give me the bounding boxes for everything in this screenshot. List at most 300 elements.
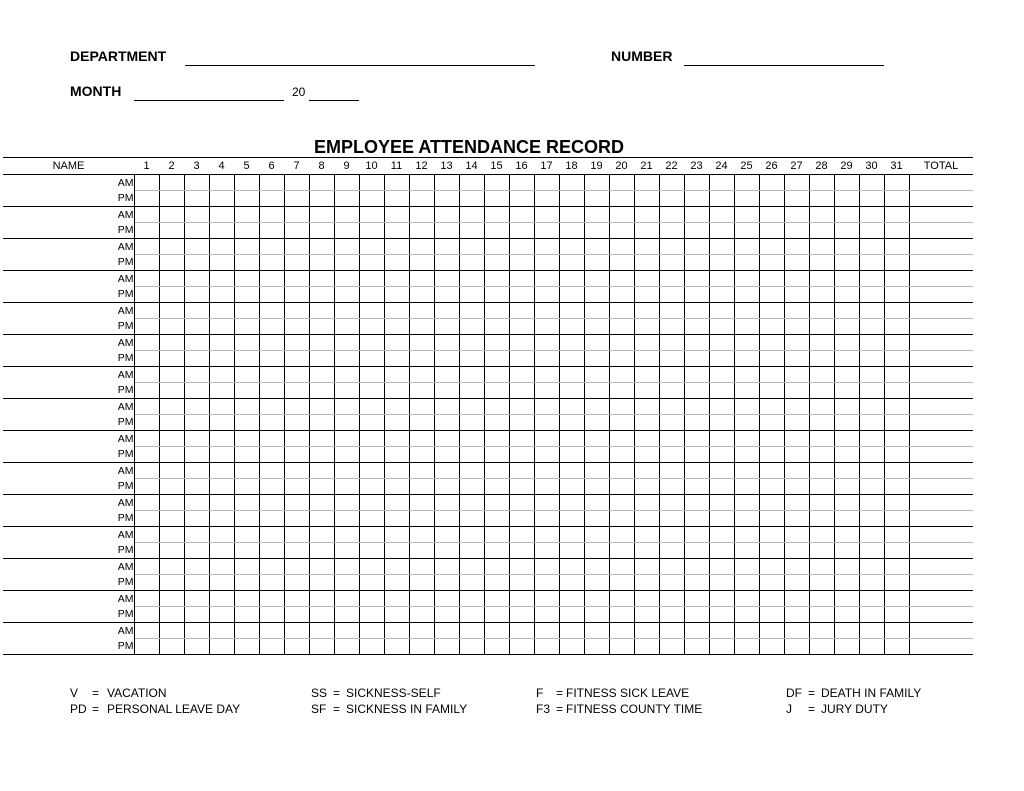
attendance-cell[interactable] — [734, 527, 759, 543]
attendance-cell[interactable] — [859, 191, 884, 207]
attendance-cell[interactable] — [209, 479, 234, 495]
attendance-cell[interactable] — [209, 239, 234, 255]
attendance-cell[interactable] — [734, 255, 759, 271]
attendance-cell[interactable] — [584, 319, 609, 335]
attendance-cell[interactable] — [284, 319, 309, 335]
attendance-cell[interactable] — [334, 479, 359, 495]
attendance-cell[interactable] — [684, 559, 709, 575]
attendance-cell[interactable] — [709, 367, 734, 383]
attendance-cell[interactable] — [609, 559, 634, 575]
attendance-cell[interactable] — [609, 527, 634, 543]
attendance-cell[interactable] — [259, 415, 284, 431]
attendance-cell[interactable] — [734, 431, 759, 447]
attendance-cell[interactable] — [359, 575, 384, 591]
attendance-cell[interactable] — [359, 271, 384, 287]
attendance-cell[interactable] — [234, 207, 259, 223]
attendance-cell[interactable] — [459, 255, 484, 271]
attendance-cell[interactable] — [209, 543, 234, 559]
attendance-cell[interactable] — [384, 607, 409, 623]
attendance-cell[interactable] — [484, 527, 509, 543]
attendance-cell[interactable] — [759, 511, 784, 527]
attendance-cell[interactable] — [559, 623, 584, 639]
attendance-cell[interactable] — [309, 367, 334, 383]
attendance-cell[interactable] — [709, 319, 734, 335]
attendance-cell[interactable] — [434, 335, 459, 351]
attendance-cell[interactable] — [609, 447, 634, 463]
attendance-cell[interactable] — [809, 639, 834, 655]
attendance-cell[interactable] — [834, 239, 859, 255]
total-cell[interactable] — [909, 271, 973, 287]
attendance-cell[interactable] — [284, 639, 309, 655]
attendance-cell[interactable] — [534, 607, 559, 623]
attendance-cell[interactable] — [509, 303, 534, 319]
attendance-cell[interactable] — [684, 639, 709, 655]
attendance-cell[interactable] — [159, 463, 184, 479]
attendance-cell[interactable] — [734, 303, 759, 319]
attendance-cell[interactable] — [884, 239, 909, 255]
attendance-cell[interactable] — [459, 511, 484, 527]
attendance-cell[interactable] — [834, 207, 859, 223]
attendance-cell[interactable] — [434, 431, 459, 447]
attendance-cell[interactable] — [634, 431, 659, 447]
attendance-cell[interactable] — [509, 623, 534, 639]
attendance-cell[interactable] — [784, 303, 809, 319]
attendance-cell[interactable] — [159, 383, 184, 399]
attendance-cell[interactable] — [834, 495, 859, 511]
attendance-cell[interactable] — [409, 591, 434, 607]
attendance-cell[interactable] — [484, 431, 509, 447]
total-cell[interactable] — [909, 607, 973, 623]
attendance-cell[interactable] — [659, 239, 684, 255]
attendance-cell[interactable] — [184, 559, 209, 575]
attendance-cell[interactable] — [234, 463, 259, 479]
attendance-cell[interactable] — [884, 223, 909, 239]
attendance-cell[interactable] — [759, 447, 784, 463]
attendance-cell[interactable] — [709, 623, 734, 639]
attendance-cell[interactable] — [484, 495, 509, 511]
attendance-cell[interactable] — [884, 607, 909, 623]
attendance-cell[interactable] — [734, 175, 759, 191]
attendance-cell[interactable] — [834, 527, 859, 543]
attendance-cell[interactable] — [209, 399, 234, 415]
attendance-cell[interactable] — [859, 223, 884, 239]
attendance-cell[interactable] — [609, 399, 634, 415]
attendance-cell[interactable] — [259, 479, 284, 495]
attendance-cell[interactable] — [259, 255, 284, 271]
attendance-cell[interactable] — [234, 607, 259, 623]
attendance-cell[interactable] — [384, 239, 409, 255]
attendance-cell[interactable] — [184, 255, 209, 271]
total-cell[interactable] — [909, 495, 973, 511]
attendance-cell[interactable] — [209, 335, 234, 351]
total-cell[interactable] — [909, 559, 973, 575]
attendance-cell[interactable] — [259, 543, 284, 559]
attendance-cell[interactable] — [559, 591, 584, 607]
total-cell[interactable] — [909, 527, 973, 543]
attendance-cell[interactable] — [284, 207, 309, 223]
attendance-cell[interactable] — [409, 623, 434, 639]
attendance-cell[interactable] — [634, 303, 659, 319]
attendance-cell[interactable] — [759, 367, 784, 383]
attendance-cell[interactable] — [659, 175, 684, 191]
attendance-cell[interactable] — [859, 623, 884, 639]
attendance-cell[interactable] — [209, 207, 234, 223]
attendance-cell[interactable] — [259, 463, 284, 479]
total-cell[interactable] — [909, 207, 973, 223]
attendance-cell[interactable] — [259, 575, 284, 591]
attendance-cell[interactable] — [159, 223, 184, 239]
attendance-cell[interactable] — [884, 351, 909, 367]
attendance-cell[interactable] — [334, 239, 359, 255]
attendance-cell[interactable] — [634, 271, 659, 287]
attendance-cell[interactable] — [284, 479, 309, 495]
attendance-cell[interactable] — [609, 175, 634, 191]
attendance-cell[interactable] — [659, 223, 684, 239]
attendance-cell[interactable] — [184, 431, 209, 447]
attendance-cell[interactable] — [809, 399, 834, 415]
attendance-cell[interactable] — [659, 559, 684, 575]
attendance-cell[interactable] — [884, 431, 909, 447]
attendance-cell[interactable] — [359, 207, 384, 223]
total-cell[interactable] — [909, 383, 973, 399]
attendance-cell[interactable] — [734, 271, 759, 287]
attendance-cell[interactable] — [134, 239, 159, 255]
attendance-cell[interactable] — [734, 223, 759, 239]
attendance-cell[interactable] — [359, 255, 384, 271]
attendance-cell[interactable] — [334, 415, 359, 431]
attendance-cell[interactable] — [284, 351, 309, 367]
attendance-cell[interactable] — [434, 543, 459, 559]
attendance-cell[interactable] — [559, 207, 584, 223]
attendance-cell[interactable] — [234, 415, 259, 431]
attendance-cell[interactable] — [234, 591, 259, 607]
attendance-cell[interactable] — [209, 191, 234, 207]
attendance-cell[interactable] — [434, 527, 459, 543]
attendance-cell[interactable] — [759, 271, 784, 287]
attendance-cell[interactable] — [659, 463, 684, 479]
attendance-cell[interactable] — [734, 479, 759, 495]
attendance-cell[interactable] — [509, 447, 534, 463]
attendance-cell[interactable] — [709, 495, 734, 511]
total-cell[interactable] — [909, 591, 973, 607]
attendance-cell[interactable] — [584, 639, 609, 655]
attendance-cell[interactable] — [759, 495, 784, 511]
attendance-cell[interactable] — [309, 207, 334, 223]
attendance-cell[interactable] — [634, 511, 659, 527]
attendance-cell[interactable] — [384, 271, 409, 287]
attendance-cell[interactable] — [184, 383, 209, 399]
attendance-cell[interactable] — [684, 511, 709, 527]
attendance-cell[interactable] — [884, 463, 909, 479]
attendance-cell[interactable] — [134, 543, 159, 559]
attendance-cell[interactable] — [134, 623, 159, 639]
attendance-cell[interactable] — [684, 623, 709, 639]
attendance-cell[interactable] — [584, 207, 609, 223]
attendance-cell[interactable] — [809, 287, 834, 303]
attendance-cell[interactable] — [509, 383, 534, 399]
attendance-cell[interactable] — [484, 511, 509, 527]
total-cell[interactable] — [909, 511, 973, 527]
attendance-cell[interactable] — [309, 527, 334, 543]
attendance-cell[interactable] — [634, 207, 659, 223]
attendance-cell[interactable] — [584, 623, 609, 639]
attendance-cell[interactable] — [234, 495, 259, 511]
attendance-cell[interactable] — [209, 431, 234, 447]
attendance-cell[interactable] — [459, 495, 484, 511]
attendance-cell[interactable] — [609, 191, 634, 207]
attendance-cell[interactable] — [884, 623, 909, 639]
attendance-cell[interactable] — [709, 511, 734, 527]
attendance-cell[interactable] — [459, 367, 484, 383]
attendance-cell[interactable] — [234, 271, 259, 287]
attendance-cell[interactable] — [659, 351, 684, 367]
attendance-cell[interactable] — [334, 303, 359, 319]
attendance-cell[interactable] — [559, 543, 584, 559]
attendance-cell[interactable] — [259, 511, 284, 527]
total-cell[interactable] — [909, 175, 973, 191]
attendance-cell[interactable] — [409, 415, 434, 431]
attendance-cell[interactable] — [634, 175, 659, 191]
attendance-cell[interactable] — [784, 191, 809, 207]
attendance-cell[interactable] — [334, 511, 359, 527]
attendance-cell[interactable] — [859, 255, 884, 271]
total-cell[interactable] — [909, 351, 973, 367]
attendance-cell[interactable] — [659, 191, 684, 207]
attendance-cell[interactable] — [459, 447, 484, 463]
attendance-cell[interactable] — [809, 255, 834, 271]
attendance-cell[interactable] — [759, 607, 784, 623]
attendance-cell[interactable] — [209, 319, 234, 335]
attendance-cell[interactable] — [784, 447, 809, 463]
attendance-cell[interactable] — [234, 255, 259, 271]
attendance-cell[interactable] — [709, 447, 734, 463]
attendance-cell[interactable] — [409, 303, 434, 319]
attendance-cell[interactable] — [434, 319, 459, 335]
attendance-cell[interactable] — [684, 447, 709, 463]
attendance-cell[interactable] — [609, 239, 634, 255]
attendance-cell[interactable] — [234, 239, 259, 255]
attendance-cell[interactable] — [784, 479, 809, 495]
attendance-cell[interactable] — [184, 287, 209, 303]
attendance-cell[interactable] — [184, 447, 209, 463]
attendance-cell[interactable] — [709, 287, 734, 303]
attendance-cell[interactable] — [709, 527, 734, 543]
attendance-cell[interactable] — [534, 223, 559, 239]
attendance-cell[interactable] — [259, 239, 284, 255]
attendance-cell[interactable] — [709, 303, 734, 319]
attendance-cell[interactable] — [384, 511, 409, 527]
attendance-cell[interactable] — [509, 575, 534, 591]
attendance-cell[interactable] — [334, 367, 359, 383]
attendance-cell[interactable] — [309, 559, 334, 575]
attendance-cell[interactable] — [134, 383, 159, 399]
attendance-cell[interactable] — [534, 527, 559, 543]
attendance-cell[interactable] — [409, 287, 434, 303]
attendance-cell[interactable] — [159, 479, 184, 495]
attendance-cell[interactable] — [309, 239, 334, 255]
attendance-cell[interactable] — [559, 399, 584, 415]
attendance-cell[interactable] — [309, 431, 334, 447]
attendance-cell[interactable] — [809, 559, 834, 575]
attendance-cell[interactable] — [259, 303, 284, 319]
attendance-cell[interactable] — [559, 287, 584, 303]
attendance-cell[interactable] — [234, 543, 259, 559]
attendance-cell[interactable] — [634, 351, 659, 367]
total-cell[interactable] — [909, 399, 973, 415]
attendance-cell[interactable] — [284, 623, 309, 639]
attendance-cell[interactable] — [334, 463, 359, 479]
attendance-cell[interactable] — [134, 399, 159, 415]
attendance-cell[interactable] — [134, 431, 159, 447]
attendance-cell[interactable] — [559, 463, 584, 479]
attendance-cell[interactable] — [409, 351, 434, 367]
attendance-cell[interactable] — [509, 639, 534, 655]
attendance-cell[interactable] — [384, 367, 409, 383]
attendance-cell[interactable] — [234, 431, 259, 447]
attendance-cell[interactable] — [334, 319, 359, 335]
attendance-cell[interactable] — [309, 623, 334, 639]
attendance-cell[interactable] — [384, 223, 409, 239]
attendance-cell[interactable] — [884, 335, 909, 351]
attendance-cell[interactable] — [634, 591, 659, 607]
attendance-cell[interactable] — [709, 255, 734, 271]
attendance-cell[interactable] — [834, 415, 859, 431]
attendance-cell[interactable] — [509, 175, 534, 191]
attendance-cell[interactable] — [334, 559, 359, 575]
attendance-cell[interactable] — [559, 223, 584, 239]
attendance-cell[interactable] — [834, 559, 859, 575]
attendance-cell[interactable] — [734, 319, 759, 335]
attendance-cell[interactable] — [359, 559, 384, 575]
attendance-cell[interactable] — [784, 223, 809, 239]
attendance-cell[interactable] — [734, 367, 759, 383]
attendance-cell[interactable] — [884, 383, 909, 399]
total-cell[interactable] — [909, 191, 973, 207]
attendance-cell[interactable] — [459, 335, 484, 351]
attendance-cell[interactable] — [759, 527, 784, 543]
attendance-cell[interactable] — [359, 591, 384, 607]
attendance-cell[interactable] — [884, 175, 909, 191]
attendance-cell[interactable] — [509, 223, 534, 239]
attendance-cell[interactable] — [184, 575, 209, 591]
attendance-cell[interactable] — [834, 639, 859, 655]
attendance-cell[interactable] — [459, 431, 484, 447]
attendance-cell[interactable] — [159, 367, 184, 383]
attendance-cell[interactable] — [759, 335, 784, 351]
attendance-cell[interactable] — [634, 607, 659, 623]
attendance-cell[interactable] — [384, 495, 409, 511]
attendance-cell[interactable] — [559, 415, 584, 431]
attendance-cell[interactable] — [184, 207, 209, 223]
attendance-cell[interactable] — [284, 415, 309, 431]
attendance-cell[interactable] — [309, 399, 334, 415]
attendance-cell[interactable] — [484, 543, 509, 559]
attendance-cell[interactable] — [259, 591, 284, 607]
attendance-cell[interactable] — [434, 447, 459, 463]
attendance-cell[interactable] — [384, 543, 409, 559]
attendance-cell[interactable] — [634, 191, 659, 207]
attendance-cell[interactable] — [459, 607, 484, 623]
attendance-cell[interactable] — [559, 639, 584, 655]
attendance-cell[interactable] — [509, 239, 534, 255]
attendance-cell[interactable] — [284, 399, 309, 415]
attendance-cell[interactable] — [409, 463, 434, 479]
attendance-cell[interactable] — [709, 463, 734, 479]
attendance-cell[interactable] — [259, 639, 284, 655]
attendance-cell[interactable] — [784, 543, 809, 559]
attendance-cell[interactable] — [559, 495, 584, 511]
attendance-cell[interactable] — [259, 335, 284, 351]
attendance-cell[interactable] — [759, 191, 784, 207]
attendance-cell[interactable] — [384, 255, 409, 271]
attendance-cell[interactable] — [584, 255, 609, 271]
total-cell[interactable] — [909, 463, 973, 479]
attendance-cell[interactable] — [884, 447, 909, 463]
attendance-cell[interactable] — [159, 271, 184, 287]
attendance-cell[interactable] — [684, 191, 709, 207]
attendance-cell[interactable] — [559, 607, 584, 623]
attendance-cell[interactable] — [384, 639, 409, 655]
attendance-cell[interactable] — [684, 303, 709, 319]
attendance-cell[interactable] — [359, 607, 384, 623]
attendance-cell[interactable] — [134, 367, 159, 383]
attendance-cell[interactable] — [409, 479, 434, 495]
attendance-cell[interactable] — [809, 431, 834, 447]
attendance-cell[interactable] — [184, 191, 209, 207]
attendance-cell[interactable] — [509, 399, 534, 415]
attendance-cell[interactable] — [659, 527, 684, 543]
attendance-cell[interactable] — [859, 511, 884, 527]
attendance-cell[interactable] — [709, 271, 734, 287]
attendance-cell[interactable] — [284, 527, 309, 543]
attendance-cell[interactable] — [859, 319, 884, 335]
attendance-cell[interactable] — [434, 223, 459, 239]
attendance-cell[interactable] — [259, 399, 284, 415]
attendance-cell[interactable] — [834, 335, 859, 351]
attendance-cell[interactable] — [609, 495, 634, 511]
attendance-cell[interactable] — [209, 271, 234, 287]
attendance-cell[interactable] — [209, 527, 234, 543]
attendance-cell[interactable] — [434, 303, 459, 319]
attendance-cell[interactable] — [509, 367, 534, 383]
attendance-cell[interactable] — [634, 399, 659, 415]
attendance-cell[interactable] — [434, 367, 459, 383]
attendance-cell[interactable] — [259, 175, 284, 191]
number-field[interactable] — [684, 65, 884, 66]
attendance-cell[interactable] — [209, 623, 234, 639]
attendance-cell[interactable] — [884, 591, 909, 607]
attendance-cell[interactable] — [459, 175, 484, 191]
attendance-cell[interactable] — [484, 415, 509, 431]
attendance-cell[interactable] — [509, 511, 534, 527]
attendance-cell[interactable] — [209, 495, 234, 511]
attendance-cell[interactable] — [709, 591, 734, 607]
attendance-cell[interactable] — [659, 415, 684, 431]
attendance-cell[interactable] — [134, 559, 159, 575]
attendance-cell[interactable] — [809, 543, 834, 559]
total-cell[interactable] — [909, 543, 973, 559]
attendance-cell[interactable] — [659, 495, 684, 511]
attendance-cell[interactable] — [534, 319, 559, 335]
attendance-cell[interactable] — [534, 255, 559, 271]
attendance-cell[interactable] — [209, 287, 234, 303]
total-cell[interactable] — [909, 255, 973, 271]
attendance-cell[interactable] — [859, 287, 884, 303]
attendance-cell[interactable] — [359, 415, 384, 431]
attendance-cell[interactable] — [384, 591, 409, 607]
attendance-cell[interactable] — [659, 447, 684, 463]
attendance-cell[interactable] — [709, 607, 734, 623]
